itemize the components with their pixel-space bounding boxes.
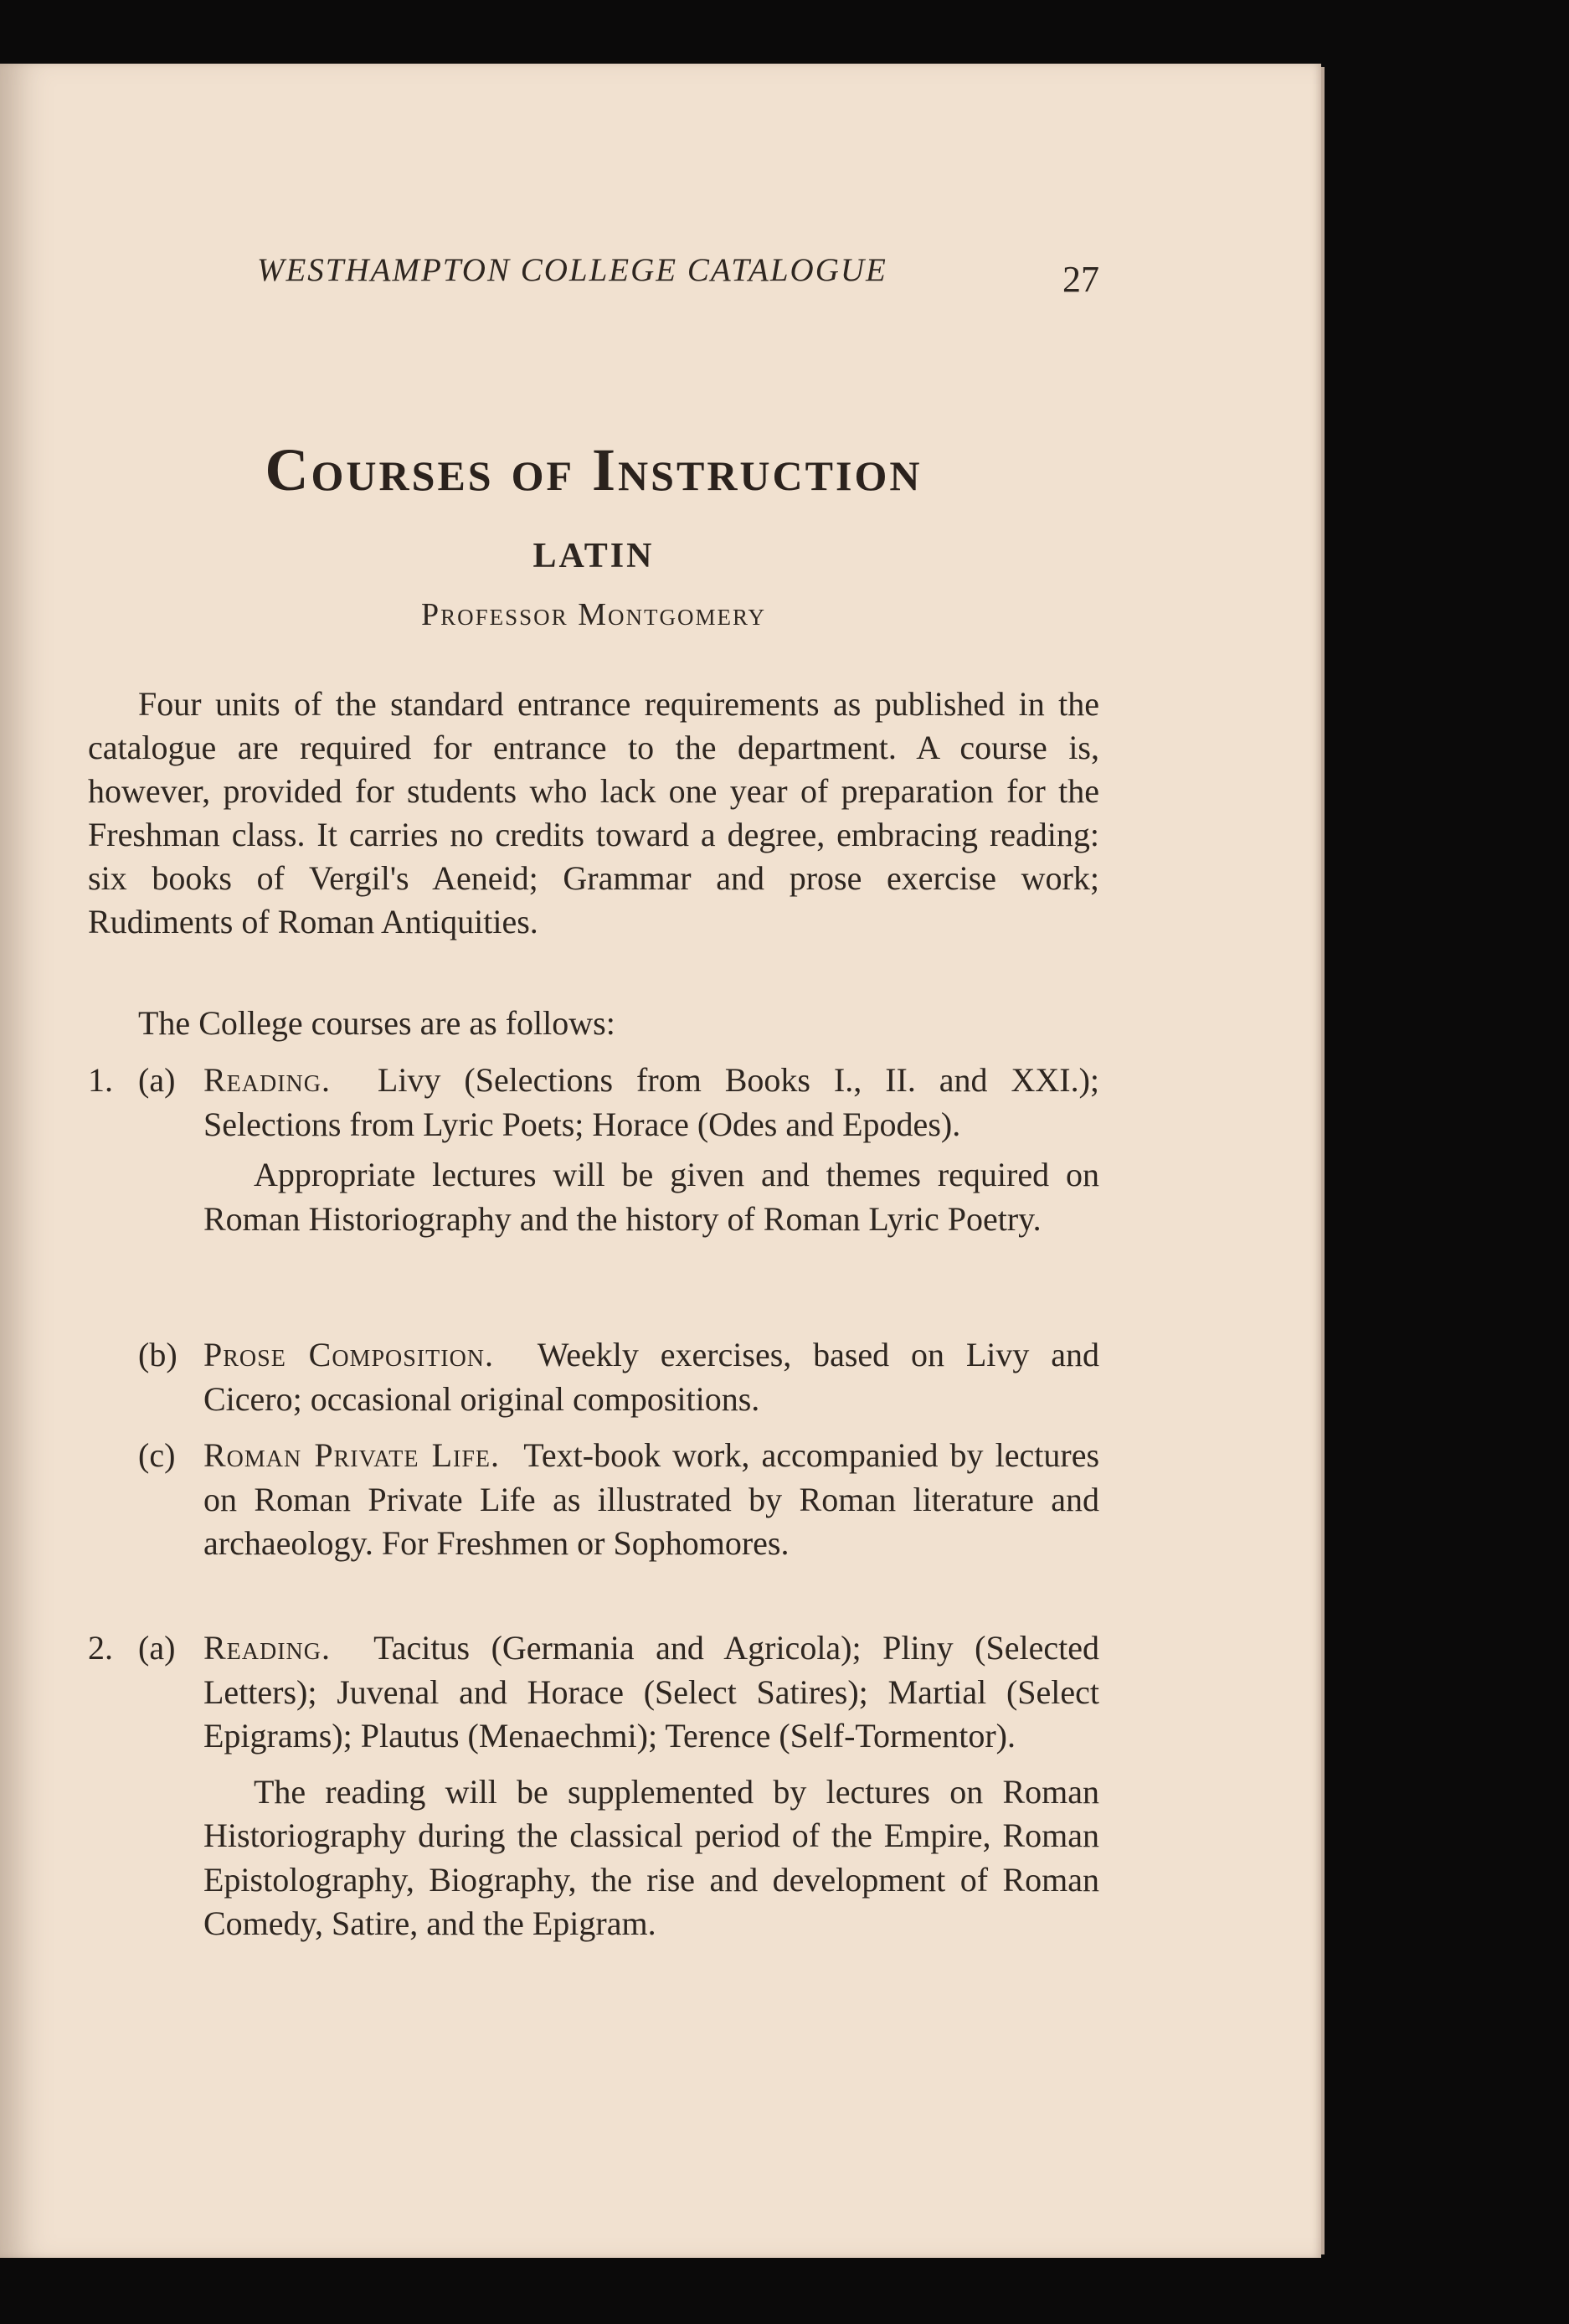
course-note: Appropriate lectures will be given and themes required on Roman Historiography and the history of Roman Lyric Poetry. <box>203 1156 1099 1238</box>
course-entry <box>88 1434 1099 1566</box>
running-head <box>88 251 1099 301</box>
course-description <box>203 1434 1099 1566</box>
subject-heading: LATIN <box>532 537 655 575</box>
course-description <box>203 1333 1099 1421</box>
running-title: WESTHAMPTON COLLEGE CATALOGUE <box>257 252 887 288</box>
page-title: Courses of Instruction <box>265 436 923 503</box>
course-heading: Reading. <box>203 1629 331 1667</box>
course-note: The reading will be supplemented by lectures on Roman Historiography during the classical period of the Empire, Roman Epistolography, Biography, the rise and development of Roman Comedy, Satire, and the Epigram. <box>203 1772 1099 1942</box>
course-letter: (b) <box>138 1336 177 1373</box>
page-number: 27 <box>1062 259 1099 300</box>
course-number: 2. <box>88 1629 113 1667</box>
course-text: Tacitus (Germania and Agricola); Pliny (Selected Letters); Juvenal and Horace (Select Satires); Martial (Select Epigrams); Plautus (Menaechmi); Terence (Self-Tormentor). <box>203 1629 1099 1755</box>
courses-intro: The College courses are as follows: <box>138 1004 615 1042</box>
course-description <box>203 1626 1099 1759</box>
course-entry <box>88 1626 1099 1946</box>
course-text: Livy (Selections from Books I., II. and XXI.); Selections from Lyric Poets; Horace (Odes and Epodes). <box>203 1061 1100 1143</box>
course-text: Text-book work, accompanied by lectures on Roman Private Life as illustrated by Roman literature and archaeology. For Freshmen or Sophomores. <box>203 1436 1100 1562</box>
course-number: 1. <box>88 1061 113 1099</box>
course-heading: Prose Composition. <box>203 1336 495 1373</box>
course-heading: Roman Private Life. <box>203 1436 501 1474</box>
course-heading: Reading. <box>203 1061 331 1099</box>
course-description <box>203 1059 1099 1147</box>
intro-paragraph: Four units of the standard entrance requirements as published in the catalogue are required for entrance to the department. A course is, however, provided for students who lack one year of preparation for the Freshman class. It carries no credits toward a degree, embracing reading: six books of Vergil's Aeneid; Grammar and prose exercise work; Rudiments of Roman Antiquities. <box>88 685 1099 940</box>
course-letter: (a) <box>138 1629 176 1667</box>
page-edge <box>1321 67 1325 2254</box>
course-entry <box>88 1333 1099 1421</box>
course-entry <box>88 1059 1099 1241</box>
course-letter: (c) <box>138 1436 176 1474</box>
course-letter: (a) <box>138 1061 176 1099</box>
professor-name: Professor Montgomery <box>421 597 766 632</box>
course-text: Weekly exercises, based on Livy and Cicero; occasional original compositions. <box>203 1336 1099 1418</box>
